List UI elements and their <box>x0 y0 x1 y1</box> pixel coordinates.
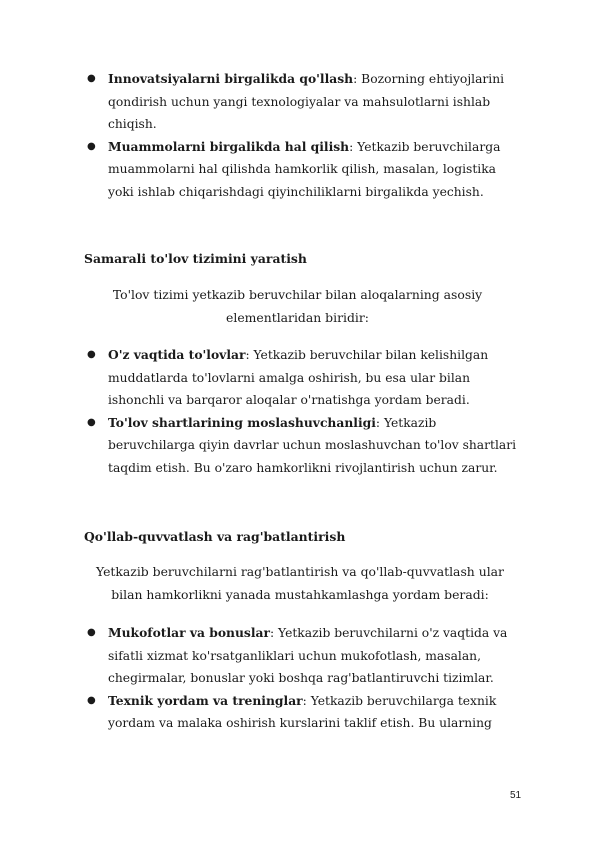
item-text: : Bozorning ehtiyojlarini qondirish uchun yangi texnologiyalar va mahsulotlarni ishlab chiqish. <box>108 72 505 132</box>
item-text: : Yetkazib beruvchilarga qiyin davrlar uchun moslashuvchan to'lov shartlari taqdim etish. Bu o'zaro hamkorlikni rivojlantirish uchun zarur. <box>108 415 517 475</box>
item-term: Mukofotlar va bonuslar <box>108 625 270 640</box>
bullet-list-2 <box>0 344 595 480</box>
item-text: : Yetkazib beruvchilar bilan kelishilgan muddatlarda to'lovlarni amalga oshirish, bu esa ular bilan ishonchli va barqaror aloqalar o'rnatishga yordam beradi. <box>108 348 489 408</box>
list-item <box>0 412 595 480</box>
bullet-list-3 <box>0 622 595 735</box>
section-intro: To'lov tizimi yetkazib beruvchilar bilan aloqalarning asosiy elementlaridan biridir: <box>112 287 483 325</box>
bullet-icon: ● <box>87 349 96 360</box>
item-term: O'z vaqtida to'lovlar <box>108 347 246 362</box>
section-intro: Yetkazib beruvchilarni rag'batlantirish va qo'llab-quvvatlash ular bilan hamkorlikni yanada mustahkamlashga yordam beradi: <box>96 564 504 602</box>
item-text: : Yetkazib beruvchilarni o'z vaqtida va sifatli xizmat ko'rsatganliklari uchun mukofotlash, masalan, chegirmalar, bonuslar yoki boshqa rag'batlantiruvchi tizimlar. <box>108 626 508 686</box>
list-item <box>0 68 595 136</box>
bullet-icon: ● <box>87 73 96 84</box>
item-term: Muammolarni birgalikda hal qilish <box>108 138 350 154</box>
bullet-icon: ● <box>87 627 96 638</box>
section-heading: Qo'llab-quvvatlash va rag'batlantirish <box>84 529 346 544</box>
bullet-icon: ● <box>87 694 96 706</box>
item-term: Innovatsiyalarni birgalikda qo'llash <box>108 71 354 86</box>
item-text: : Yetkazib beruvchilarga texnik yordam va malaka oshirish kurslarini taklif etish. Bu ularning <box>108 693 497 731</box>
page-number: 51 <box>510 790 522 801</box>
bullet-list-1 <box>0 68 595 204</box>
list-item <box>0 136 595 204</box>
item-term: Texnik yordam va treninglar <box>108 692 303 708</box>
list-item <box>0 690 595 735</box>
bullet-icon: ● <box>87 416 96 428</box>
item-term: To'lov shartlarining moslashuvchanligi <box>108 414 376 430</box>
bullet-icon: ● <box>87 140 96 152</box>
list-item <box>0 344 595 412</box>
section-heading: Samarali to'lov tizimini yaratish <box>84 251 307 266</box>
item-text: : Yetkazib beruvchilarga muammolarni hal qilishda hamkorlik qilish, masalan, logistika yoki ishlab chiqarishdagi qiyinchiliklarni birgalikda yechish. <box>108 139 501 199</box>
list-item <box>0 622 595 690</box>
